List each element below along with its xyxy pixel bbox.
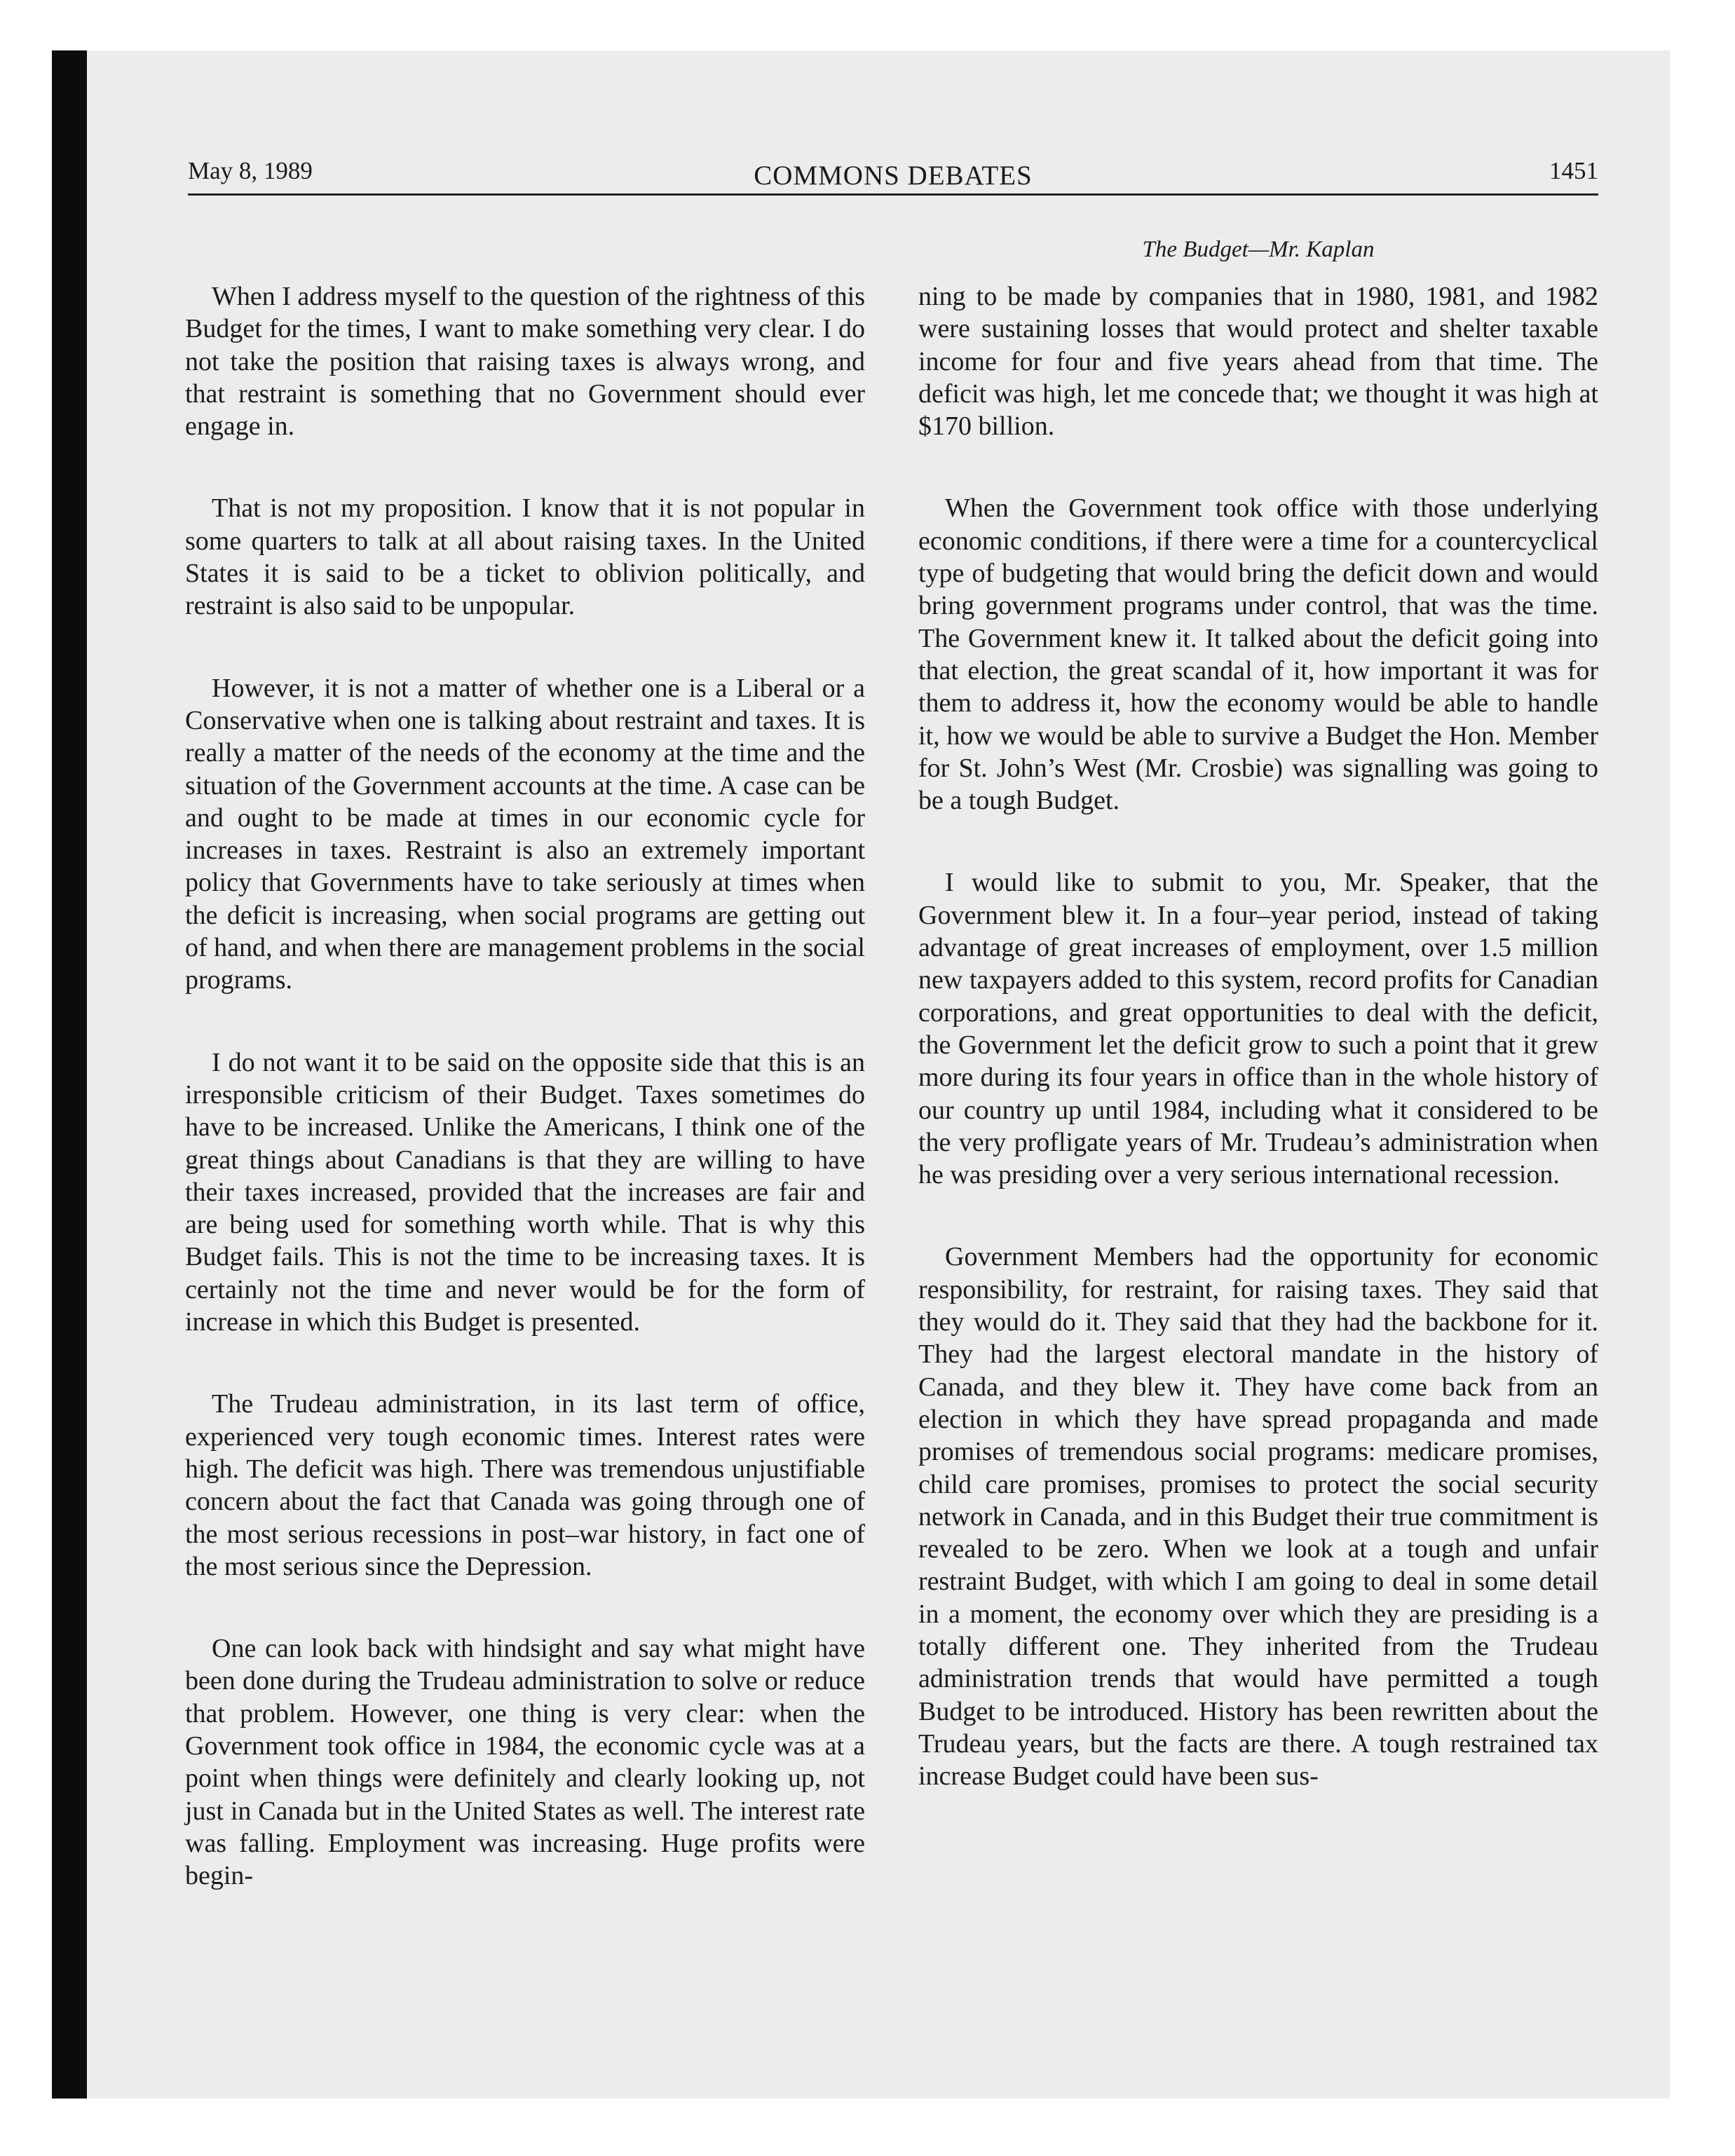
paragraph: I do not want it to be said on the opposite side that this is an irresponsible criticism of their Budget. Taxes sometimes do have to be increased. Unlike the Americans, I think one of the great things about Canadians is that they are willing to have their taxes increased, provided that the increases are fair and are being used for something worth while. That is why this Budget fails. This is not the time to be increasing taxes. It is certainly not the time and never would be for the form of increase in which this Budget is presented. bbox=[185, 1047, 865, 1337]
paragraph: I would like to submit to you, Mr. Speaker, that the Government blew it. In a four–year period, instead of taking advantage of great increases of employment, over 1.5 million new taxpayers added to this system, record profits for Canadian corporations, and great opportunities to deal with the deficit, the Government let the deficit grow to such a point that it grew more during its four years in office than in the whole history of our country up until 1984, including what it considered to be the very profligate years of Mr. Trudeau’s administration when he was presiding over a very serious international recession. bbox=[918, 868, 1598, 1190]
paragraph: One can look back with hindsight and say what might have been done during the Trudeau administration to solve or reduce that problem. However, one thing is very clear: when the Government took office in 1984, the economic cycle was at a point when things were definitely and clearly looking up, not just in Canada but in the United States as well. The interest rate was falling. Employment was increasing. Huge profits were begin- bbox=[185, 1634, 865, 1891]
scan-binding-edge bbox=[52, 50, 87, 2099]
page-header bbox=[188, 146, 1598, 195]
paragraph: That is not my proposition. I know that it is not popular in some quarters to talk at all about raising taxes. In the United States it is said to be a ticket to oblivion politically, and restraint is also said to be unpopular. bbox=[185, 493, 865, 621]
left-column bbox=[185, 280, 865, 1942]
header-title: COMMONS DEBATES bbox=[754, 161, 1033, 191]
paragraph: When I address myself to the question of the rightness of this Budget for the times, I want to make something very clear. I do not take the position that raising taxes is always wrong, and that restraint is something that no Government should ever engage in. bbox=[185, 282, 865, 442]
paragraph: The Trudeau administration, in its last term of office, experienced very tough economic times. Interest rates were high. The deficit was high. There was tremendous unjustifiable concern about the fact that Canada was going through one of the most serious recessions in post–war history, in fact one of the most serious since the Depression. bbox=[185, 1389, 865, 1581]
right-column bbox=[918, 280, 1598, 1842]
paragraph: Government Members had the opportunity for economic responsibility, for restraint, for raising taxes. They said that they would do it. They said that they had the backbone for it. They had the largest electoral mandate in the history of Canada, and they blew it. They have come back from an election in which they have spread propaganda and made promises of tremendous social programs: medicare promises, child care promises, promises to protect the social security network in Canada, and in this Budget their true commitment is revealed to be zero. When we look at a tough and unfair restraint Budget, with which I am going to deal in some detail in a moment, the economy over which they are presiding is a totally different one. They inherited from the Trudeau administration trends that would have permitted a tough Budget to be introduced. History has been rewritten about the Trudeau years, but the facts are there. A tough restrained tax increase Budget could have been sus- bbox=[918, 1242, 1598, 1792]
header-date: May 8, 1989 bbox=[188, 157, 313, 184]
paragraph: When the Government took office with those underlying economic conditions, if there were a time for a countercyclical type of budgeting that would bring the deficit down and would bring government programs under control, that was the time. The Government knew it. It talked about the deficit going into that election, the great scandal of it, how important it was for them to address it, how the economy would be able to handle it, how we would be able to survive a Budget the Hon. Member for St. John’s West (Mr. Crosbie) was signalling was going to be a tough Budget. bbox=[918, 493, 1598, 816]
page-number: 1451 bbox=[1549, 157, 1598, 184]
paragraph: However, it is not a matter of whether one is a Liberal or a Conservative when one is talking about restraint and taxes. It is really a matter of the needs of the economy at the time and the situation of the Government accounts at the time. A case can be and ought to be made at times in our economic cycle for increases in taxes. Restraint is also an extremely important policy that Governments have to take seriously at times when the deficit is increasing, when social programs are getting out of hand, and when there are management problems in the social programs. bbox=[185, 673, 865, 995]
header-rule bbox=[188, 193, 1598, 196]
running-head: The Budget—Mr. Kaplan bbox=[1142, 237, 1375, 262]
paragraph-continued: ning to be made by companies that in 1980, 1981, and 1982 were sustaining losses that would protect and shelter taxable income for four and five years ahead from that time. The deficit was high, let me concede that; we thought it was high at $170 billion. bbox=[918, 282, 1598, 442]
